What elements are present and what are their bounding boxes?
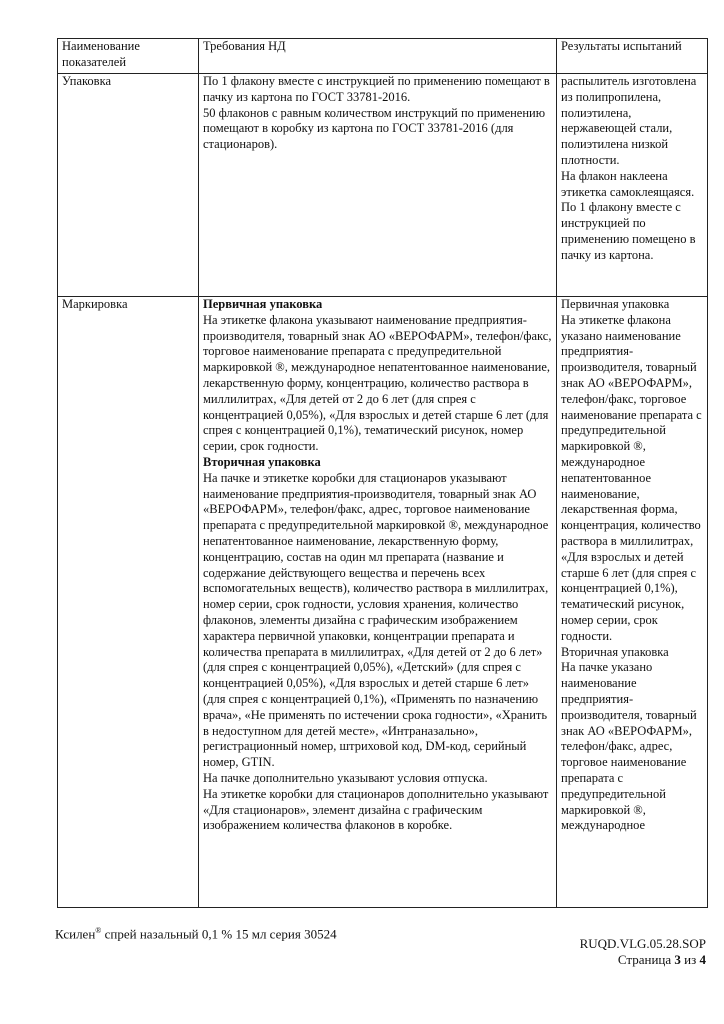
results-secondary-title: Вторичная упаковка — [561, 644, 669, 659]
page-total: 4 — [699, 952, 706, 967]
requirements-cell — [199, 297, 557, 908]
page-label: Страница — [617, 952, 675, 967]
requirements-cell — [199, 74, 557, 297]
document-code: RUQD.VLG.05.28.SOP — [579, 936, 706, 951]
table-row-labeling — [58, 297, 708, 908]
page-of: из — [680, 952, 700, 967]
table-header-row — [58, 39, 708, 74]
registered-mark: ® — [95, 926, 102, 935]
table-row-packaging — [58, 74, 708, 297]
product-details: спрей назальный 0,1 % 15 мл серия 30524 — [101, 926, 337, 942]
page-number — [580, 952, 706, 968]
results-primary-title: Первичная упаковка — [561, 297, 670, 311]
header-results: Результаты испытаний — [557, 39, 708, 74]
indicator-cell: Упаковка — [58, 74, 199, 297]
footer-doc-info — [580, 936, 706, 968]
primary-packaging-title: Первичная упаковка — [203, 297, 323, 311]
header-indicators: Наименование показателей — [58, 39, 199, 74]
results-secondary-text: На пачке указано наименование предприятия-производителя, товарный знак АО «ВЕРОФАРМ», телефон/факс, адрес, торговое наименование препарата с предупредительной маркировкой ®, международное — [561, 660, 697, 833]
results-primary-text: На этикетке флакона указано наименование предприятия-производителя, товарный знак АО «ВЕРОФАРМ», телефон/факс, торговое наименование препарата с предупредительной маркировкой ®, международное непатентованное наименование, лекарственная форма, концентрация, количество раствора в миллилитрах, «Для взрослых и детей старше 6 лет (для спрея с концентрацией 0,1%), тематический рисунок, номер серии, срок годности. — [561, 312, 702, 643]
dispensing-conditions-text: На пачке дополнительно указывают условия отпуска. — [203, 770, 488, 785]
requirement-paragraph: По 1 флакону вместе с инструкцией по применению помещают в пачку из картона по ГОСТ 33781-2016. — [203, 74, 550, 104]
indicator-cell: Маркировка — [58, 297, 199, 908]
hospital-box-text: На этикетке коробки для стационаров дополнительно указывают «Для стационаров», элемент дизайна с графическим изображением количества флаконов в коробке. — [203, 786, 549, 833]
result-paragraph: распылитель изготовлена из полипропилена, полиэтилена, нержавеющей стали, полиэтилена низкой плотности. — [561, 74, 697, 167]
results-cell — [557, 74, 708, 297]
result-paragraph: По 1 флакону вместе с инструкцией по применению помещено в пачку из картона. — [561, 200, 696, 262]
result-paragraph: На флакон наклеена этикетка самоклеящаяся. — [561, 168, 695, 199]
page-current: 3 — [674, 952, 681, 967]
footer-product-line — [55, 926, 337, 942]
primary-packaging-text: На этикетке флакона указывают наименование предприятия-производителя, товарный знак АО «ВЕРОФАРМ», телефон/факс, торговое наименование препарата с предупредительной маркировкой ®, международное непатентованное наименование, лекарственную форму, концентрацию, количество раствора в миллилитрах, «Для детей от 2 до 6 лет (для спрея с концентрацией 0,05%), «Для взрослых и детей старше 6 лет (для спрея с концентрацией 0,1%), тематический рисунок, номер серии, срок годности. — [203, 312, 552, 454]
requirement-paragraph: 50 флаконов с равным количеством инструкций по применению помещают в коробку из картона по ГОСТ 33781-2016 (для стационаров). — [203, 105, 546, 152]
specification-table — [57, 38, 708, 908]
product-name: Ксилен — [55, 926, 96, 942]
secondary-packaging-text: На пачке и этикетке коробки для стационаров указывают наименование предприятия-производителя, товарный знак АО «ВЕРОФАРМ», телефон/факс, адрес, торговое наименование препарата с предупредительной маркировкой ®, международное непатентованное наименование, лекарственную форму, концентрацию, состав на один мл препарата (название и содержание действующего вещества и перечень всех вспомогательных веществ), количество раствора в миллилитрах, номер серии, срок годности, условия хранения, количество флаконов, элементы дизайна с графическим изображением характера первичной упаковки, концентрации препарата и количества препарата в миллилитрах, «Для детей от 2 до 6 лет» (для спрея с концентрацией 0,05%), «Детский» (для спрея с концентрацией 0,05%), «Для взрослых и детей старше 6 лет» (для спрея с концентрацией 0,1%), «Применять по назначению врача», «Не применять по истечении срока годности», «Хранить в недоступном для детей месте», «Интраназально», регистрационный номер, штриховой код, DM-код, серийный номер, GTIN. — [203, 470, 549, 770]
secondary-packaging-title: Вторичная упаковка — [203, 454, 321, 469]
header-requirements: Требования НД — [199, 39, 557, 74]
results-cell — [557, 297, 708, 908]
